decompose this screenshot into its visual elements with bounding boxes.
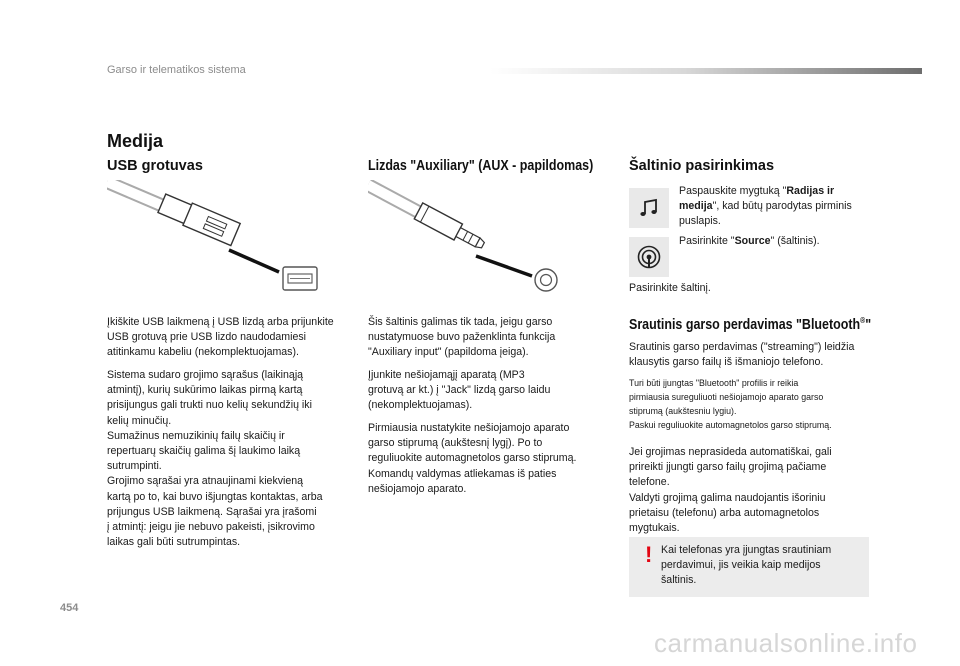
aux-paragraph-3: Pirmiausia nustatykite nešiojamojo aparato garso stiprumą (aukštesnį lygį). Po to reguliuokite automagnetolos garso stiprumą. Komandų valdymas atliekamas iš paties nešiojamojo aparato. <box>368 422 577 495</box>
page-number: 454 <box>60 602 79 614</box>
source-radio-icon <box>636 244 662 270</box>
usb-paragraph-1: Įkiškite USB laikmeną į USB lizdą arba prijunkite USB grotuvą prie USB lizdo naudodamiesi atitinkamu kabeliu (nekomplektuojamas). <box>107 316 334 359</box>
source-step-1: Paspauskite mygtuką "Radijas ir medija", kad būtų parodytas pirminis puslapis. <box>679 185 852 228</box>
aux-paragraph-2: Įjunkite nešiojamąjį aparatą (MP3 grotuvą ar kt.) į "Jack" lizdą garso laidu (nekomplektuojamas). <box>368 369 551 412</box>
aux-jack-illustration <box>368 180 568 295</box>
source-step-2: Pasirinkite "Source" (šaltinis). <box>679 235 820 247</box>
usb-plug-illustration <box>107 180 327 295</box>
bluetooth-paragraph-1: Srautinis garso perdavimas ("streaming") leidžia klausytis garso failų iš išmaniojo telefono. <box>629 341 855 369</box>
header-gradient-bar <box>490 68 922 74</box>
header-title: Garso ir telematikos sistema <box>107 64 246 76</box>
aux-paragraph-1: Šis šaltinis galimas tik tada, jeigu garso nustatymuose buvo paženklinta funkcija "Auxiliary input" (papildoma įeiga). <box>368 316 556 359</box>
aux-heading: Lizdas "Auxiliary" (AUX - papildomas) <box>368 158 594 174</box>
radio-media-button-box <box>629 188 669 228</box>
source-heading: Šaltinio pasirinkimas <box>629 158 775 174</box>
warning-exclamation-icon: ! <box>645 542 653 567</box>
source-button-box <box>629 237 669 277</box>
bluetooth-paragraph-2: Turi būti įjungtas "Bluetooth" profilis ir reikia pirmiausia sureguliuoti nešiojamojo aparato garso stiprumą (aukštesniu lygiu). Paskui reguliuokite automagnetolos garso stiprumą. <box>629 378 832 431</box>
usb-paragraph-2: Sistema sudaro grojimo sąrašus (laikinąją atmintį), kurių sukūrimo laikas pirmą kartą prisijungus gali trukti nuo kelių sekundžių iki kelių minučių. Sumažinus nemuzikinių failų skaičių ir repertuarų skaičių galima šį laukimo laiką sutrumpinti. Grojimo sąrašai yra atnaujinami kiekvieną kartą po to, kai buvo išjungtas kontaktas, arba prijungus USB laikmeną. Sąrašai yra įrašomi į atmintį: jeigu jie nebuvo pakeisti, įsikrovimo laikas gali būti sutrumpintas. <box>107 369 323 549</box>
bluetooth-paragraph-3: Jei grojimas neprasideda automatiškai, gali prireikti įjungti garso failų grojimą pačiame telefone. Valdyti grojimą galima naudojantis išoriniu prietaisu (telefonu) arba automagnetolos mygtukais. <box>629 446 832 535</box>
music-note-icon <box>637 196 661 220</box>
source-step-3: Pasirinkite šaltinį. <box>629 282 711 294</box>
warning-text: Kai telefonas yra įjungtas srautiniam perdavimui, jis veikia kaip medijos šaltinis. <box>661 544 832 587</box>
watermark: carmanualsonline.info <box>654 628 918 658</box>
usb-heading: USB grotuvas <box>107 158 203 174</box>
bluetooth-heading: Srautinis garso perdavimas "Bluetooth®" <box>629 316 872 333</box>
page-title: Medija <box>107 131 164 151</box>
